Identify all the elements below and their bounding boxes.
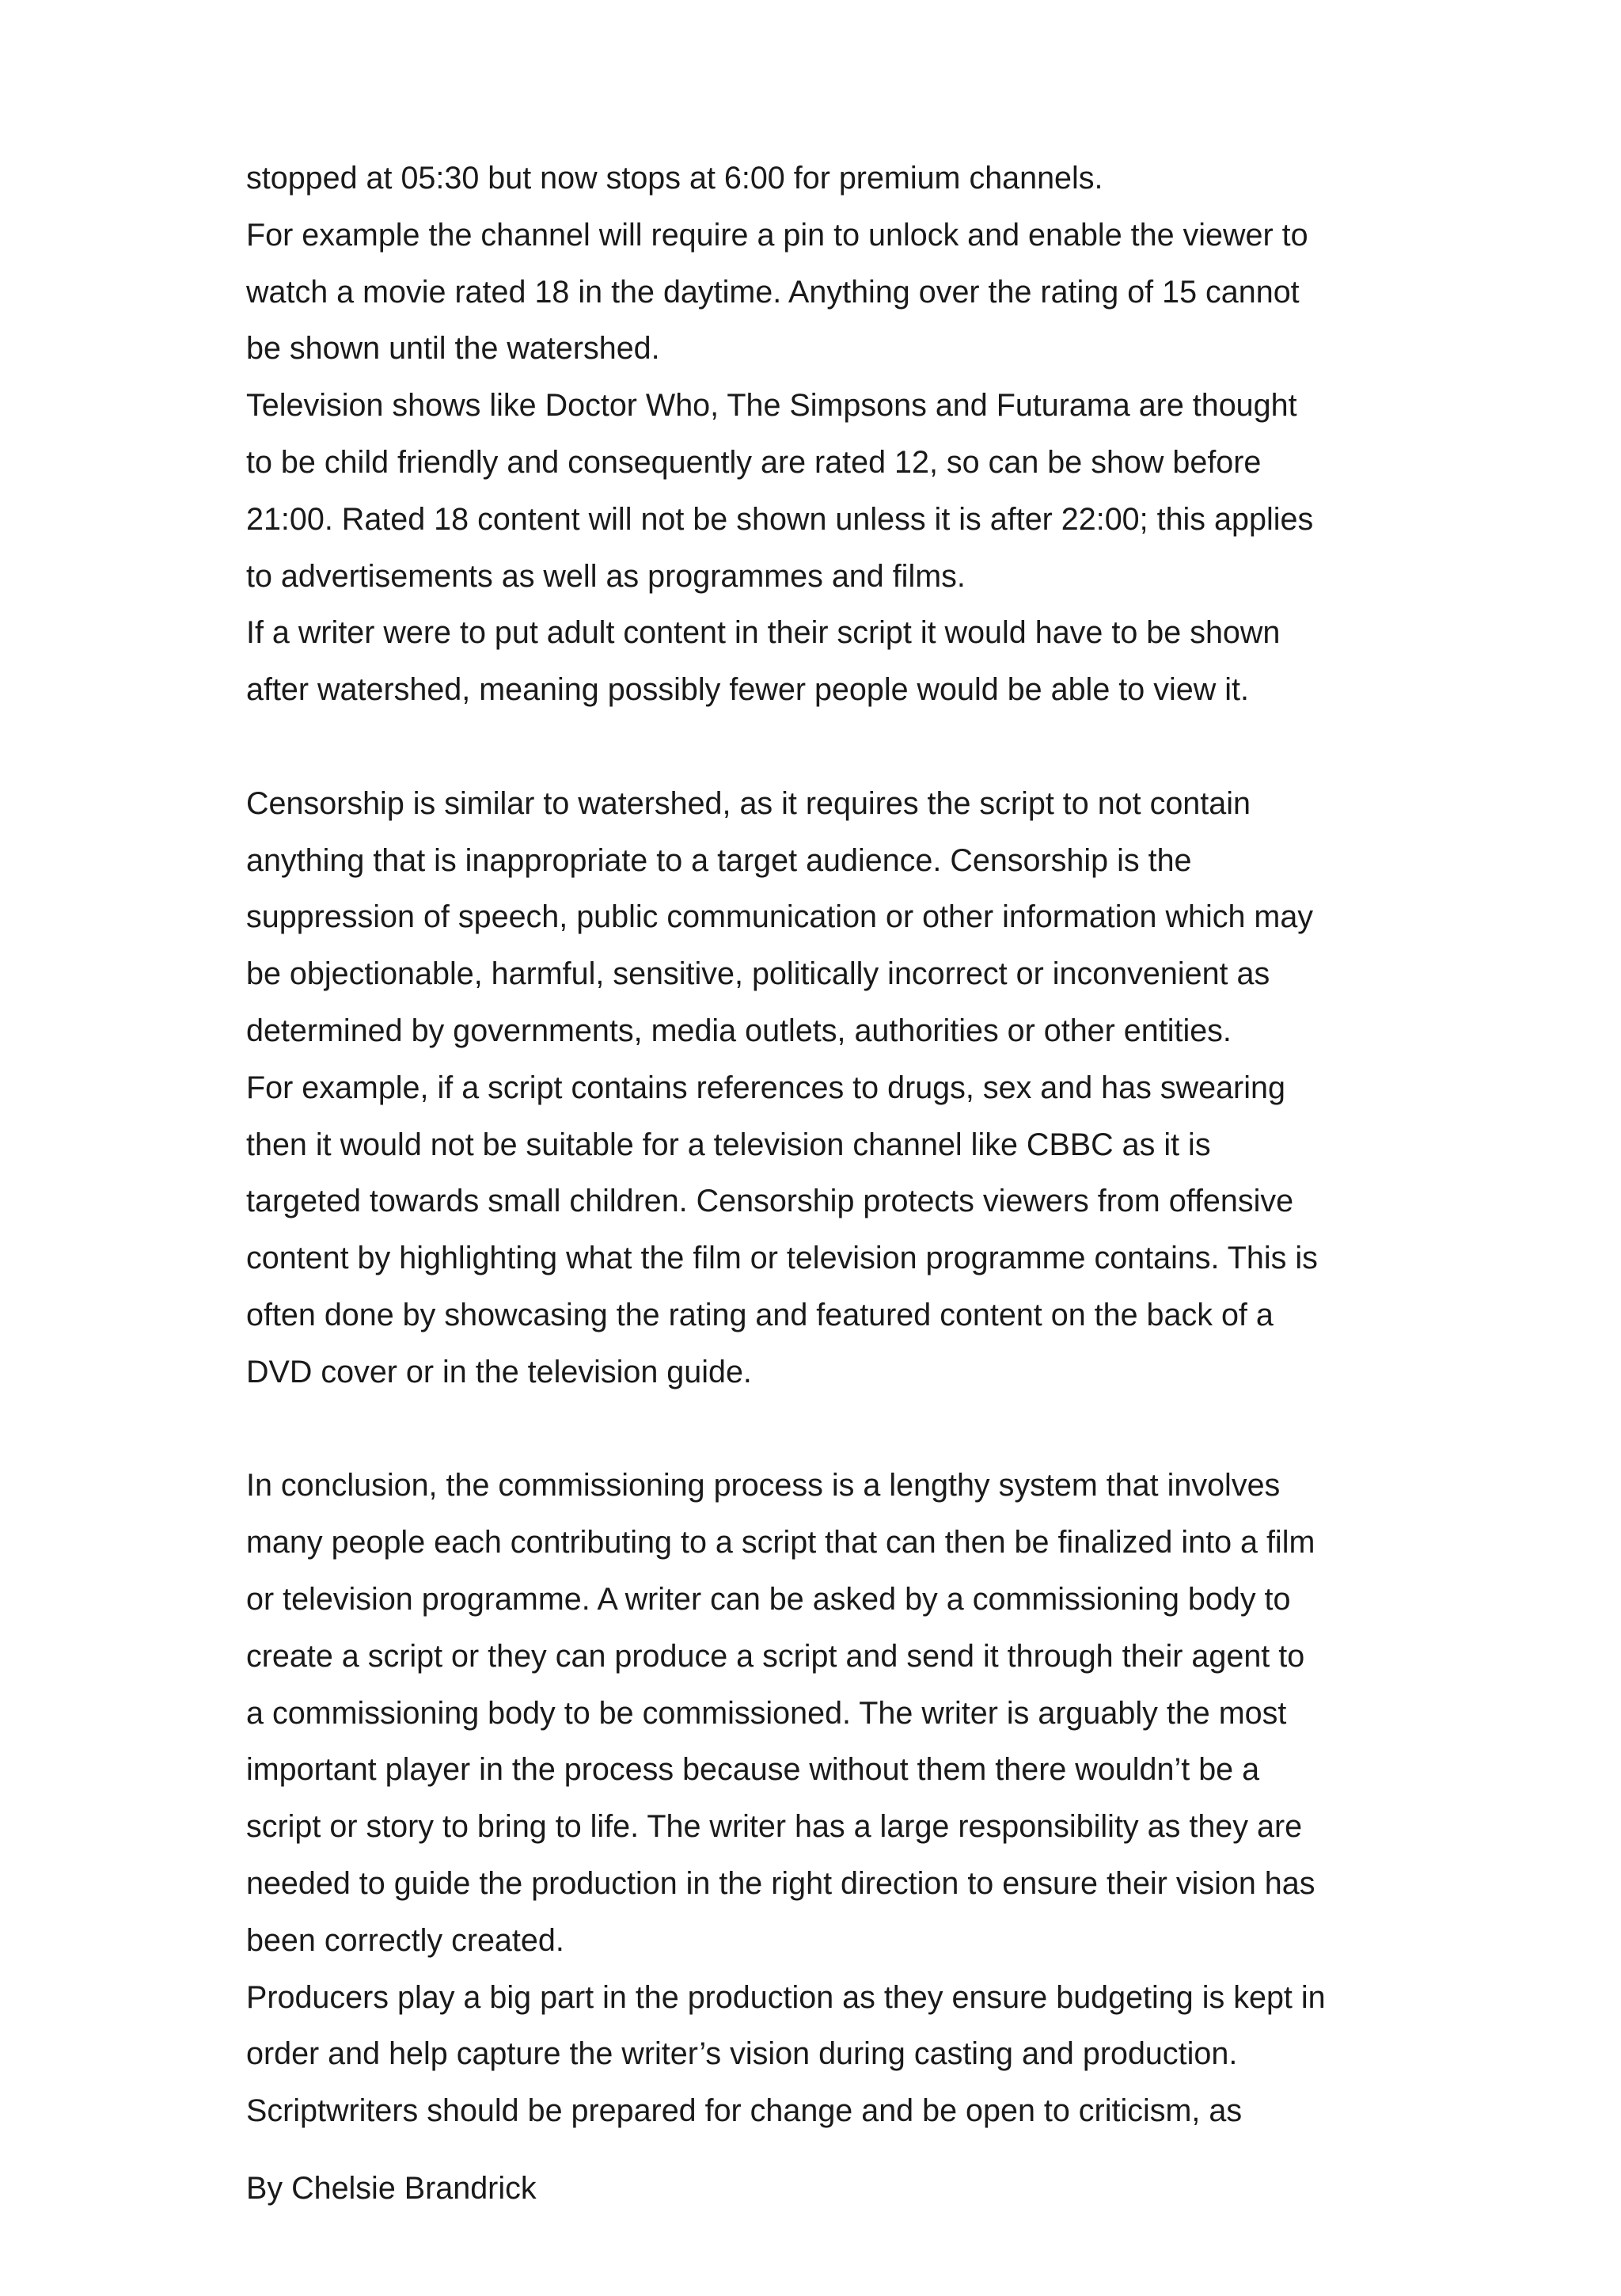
- text-line: content by highlighting what the film or television programme contains. This is: [246, 1241, 1318, 1276]
- text-line: determined by governments, media outlets, authorities or other entities.: [246, 1013, 1232, 1048]
- text-line: to be child friendly and consequently are rated 12, so can be show before: [246, 444, 1262, 480]
- text-line: a commissioning body to be commissioned. The writer is arguably the most: [246, 1695, 1287, 1731]
- paragraph-producers: [246, 1970, 1402, 2140]
- text-line: been correctly created.: [246, 1922, 564, 1958]
- text-line: or television programme. A writer can be asked by a commissioning body to: [246, 1581, 1291, 1617]
- text-line: Censorship is similar to watershed, as it requires the script to not contain: [246, 785, 1251, 821]
- paragraph-adult-content: [246, 605, 1402, 719]
- text-line: stopped at 05:30 but now stops at 6:00 for premium channels.: [246, 161, 1103, 196]
- text-line: For example the channel will require a pin to unlock and enable the viewer to: [246, 217, 1308, 253]
- paragraph-spacer: [246, 1401, 1402, 1458]
- text-line: many people each contributing to a script that can then be finalized into a film: [246, 1525, 1315, 1560]
- text-line: Producers play a big part in the production as they ensure budgeting is kept in: [246, 1979, 1326, 2015]
- text-line: Scriptwriters should be prepared for change and be open to criticism, as: [246, 2093, 1243, 2129]
- text-line: Television shows like Doctor Who, The Simpsons and Futurama are thought: [246, 388, 1297, 424]
- text-line: needed to guide the production in the right direction to ensure their vision has: [246, 1865, 1315, 1901]
- text-line: 21:00. Rated 18 content will not be shown unless it is after 22:00; this applies: [246, 501, 1314, 537]
- text-line: watch a movie rated 18 in the daytime. Anything over the rating of 15 cannot: [246, 274, 1300, 310]
- text-line: after watershed, meaning possibly fewer people would be able to view it.: [246, 672, 1249, 708]
- paragraph-censorship-definition: [246, 776, 1402, 1060]
- text-line: order and help capture the writer’s vision during casting and production.: [246, 2036, 1238, 2072]
- document-body: [246, 150, 1402, 2140]
- author-footer: By Chelsie Brandrick: [246, 2171, 537, 2206]
- text-line: important player in the process because without them there wouldn’t be a: [246, 1752, 1260, 1788]
- paragraph-pin-example: [246, 207, 1402, 378]
- text-line: then it would not be suitable for a television channel like CBBC as it is: [246, 1127, 1211, 1162]
- text-line: create a script or they can produce a script and send it through their agent to: [246, 1638, 1305, 1674]
- text-line: In conclusion, the commissioning process is a lengthy system that involves: [246, 1468, 1281, 1503]
- paragraph-conclusion: [246, 1458, 1402, 1969]
- text-line: If a writer were to put adult content in their script it would have to be shown: [246, 615, 1281, 651]
- text-line: be objectionable, harmful, sensitive, politically incorrect or inconvenient as: [246, 956, 1270, 992]
- text-line: be shown until the watershed.: [246, 331, 660, 367]
- paragraph-censorship-example: [246, 1060, 1402, 1401]
- text-line: script or story to bring to life. The writer has a large responsibility as they are: [246, 1809, 1303, 1845]
- paragraph-spacer: [246, 719, 1402, 776]
- text-line: to advertisements as well as programmes and films.: [246, 558, 966, 594]
- text-line: suppression of speech, public communication or other information which may: [246, 899, 1314, 935]
- paragraph-tv-shows: [246, 378, 1402, 605]
- paragraph-watershed-times: [246, 150, 1402, 207]
- text-line: anything that is inappropriate to a target audience. Censorship is the: [246, 842, 1192, 878]
- text-line: DVD cover or in the television guide.: [246, 1354, 752, 1389]
- text-line: For example, if a script contains references to drugs, sex and has swearing: [246, 1070, 1285, 1105]
- text-line: targeted towards small children. Censorship protects viewers from offensive: [246, 1184, 1294, 1219]
- text-line: often done by showcasing the rating and featured content on the back of a: [246, 1297, 1274, 1332]
